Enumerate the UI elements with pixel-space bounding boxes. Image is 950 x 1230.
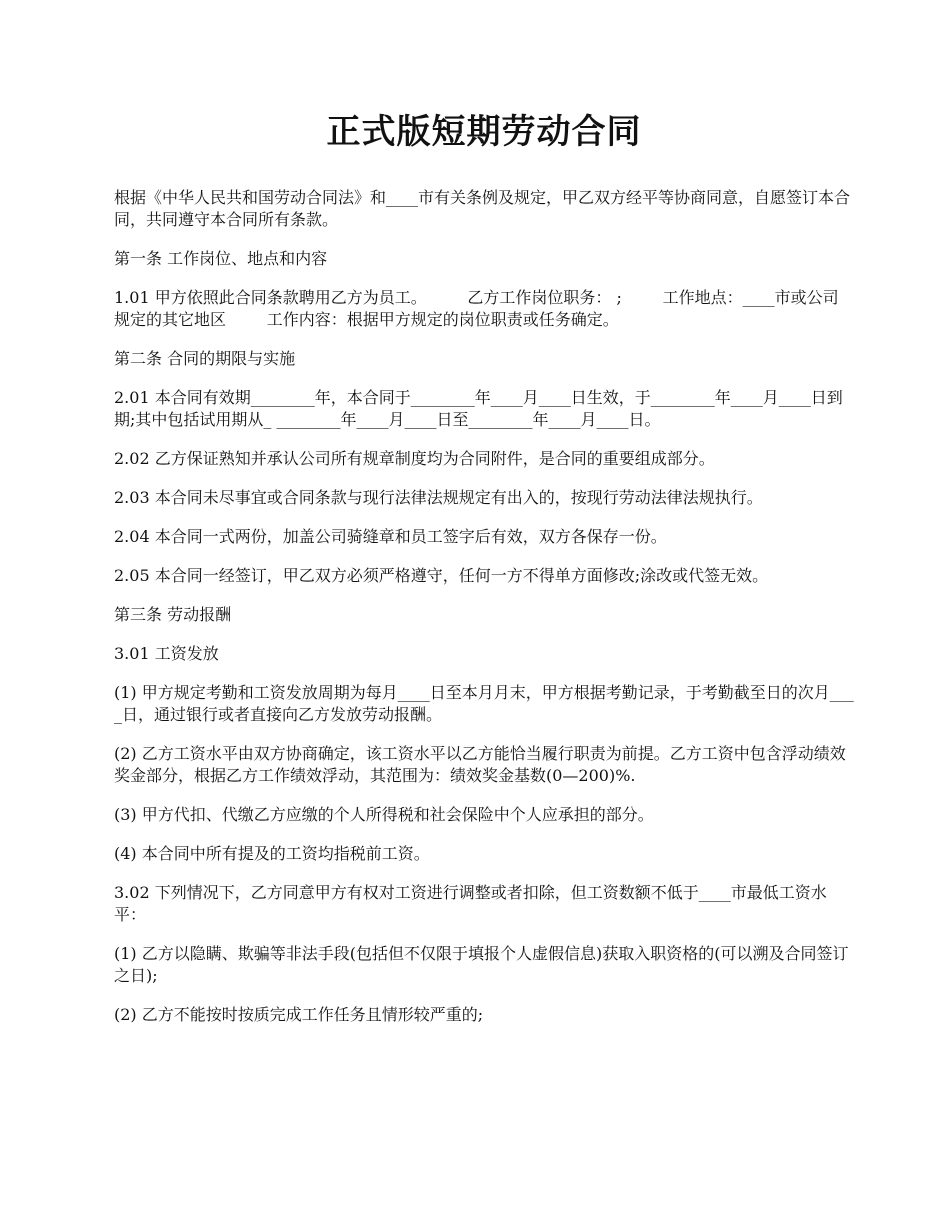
article-3-heading: 第三条 劳动报酬 [114, 604, 232, 624]
clause-3-01-item-3: (3) 甲方代扣、代缴乙方应缴的个人所得税和社会保险中个人应承担的部分。 [114, 804, 654, 824]
clause-2-04: 2.04 本合同一式两份，加盖公司骑缝章和员工签字后有效，双方各保存一份。 [114, 526, 667, 546]
clause-3-02: 3.02 下列情况下，乙方同意甲方有权对工资进行调整或者扣除，但工资数额不低于____市最低工资水平： [114, 882, 827, 924]
clause-2-01: 2.01 本合同有效期________年，本合同于________年____月____日生效，于________年____月____日到期;其中包括试用期从_ ________年____月____日至________年____月____日。 [114, 387, 843, 429]
clause-3-01-item-1: (1) 甲方规定考勤和工资发放周期为每月____日至本月月末，甲方根据考勤记录，于考勤截至日的次月____日，通过银行或者直接向乙方发放劳动报酬。 [114, 682, 854, 724]
clause-2-02: 2.02 乙方保证熟知并承认公司所有规章制度均为合同附件，是合同的重要组成部分。 [114, 448, 715, 468]
clause-3-01-item-2: (2) 乙方工资水平由双方协商确定，该工资水平以乙方能恰当履行职责为前提。乙方工资中包含浮动绩效奖金部分，根据乙方工作绩效浮动，其范围为：绩效奖金基数(0—200)%. [114, 743, 846, 785]
article-2-heading: 第二条 合同的期限与实施 [114, 348, 296, 368]
clause-2-05: 2.05 本合同一经签订，甲乙双方必须严格遵守，任何一方不得单方面修改;涂改或代签无效。 [114, 565, 769, 585]
document-page [114, 112, 854, 1043]
article-1-heading: 第一条 工作岗位、地点和内容 [114, 248, 328, 268]
clause-3-01-item-4: (4) 本合同中所有提及的工资均指税前工资。 [114, 843, 430, 863]
clause-3-02-item-1: (1) 乙方以隐瞒、欺骗等非法手段(包括但不仅限于填报个人虚假信息)获取入职资格的(可以溯及合同签订之日); [114, 943, 849, 985]
clause-3-01: 3.01 工资发放 [114, 643, 219, 663]
clause-2-03: 2.03 本合同未尽事宜或合同条款与现行法律法规规定有出入的，按现行劳动法律法规执行。 [114, 487, 763, 507]
document-title: 正式版短期劳动合同 [326, 112, 642, 152]
clause-1-01: 1.01 甲方依照此合同条款聘用乙方为员工。 乙方工作岗位职务： ; 工作地点：____市或公司规定的其它地区 工作内容：根据甲方规定的岗位职责或任务确定。 [114, 287, 839, 329]
clause-3-02-item-2: (2) 乙方不能按时按质完成工作任务且情形较严重的; [114, 1004, 484, 1024]
intro-paragraph: 根据《中华人民共和国劳动合同法》和____市有关条例及规定，甲乙双方经平等协商同意，自愿签订本合同，共同遵守本合同所有条款。 [114, 187, 851, 229]
